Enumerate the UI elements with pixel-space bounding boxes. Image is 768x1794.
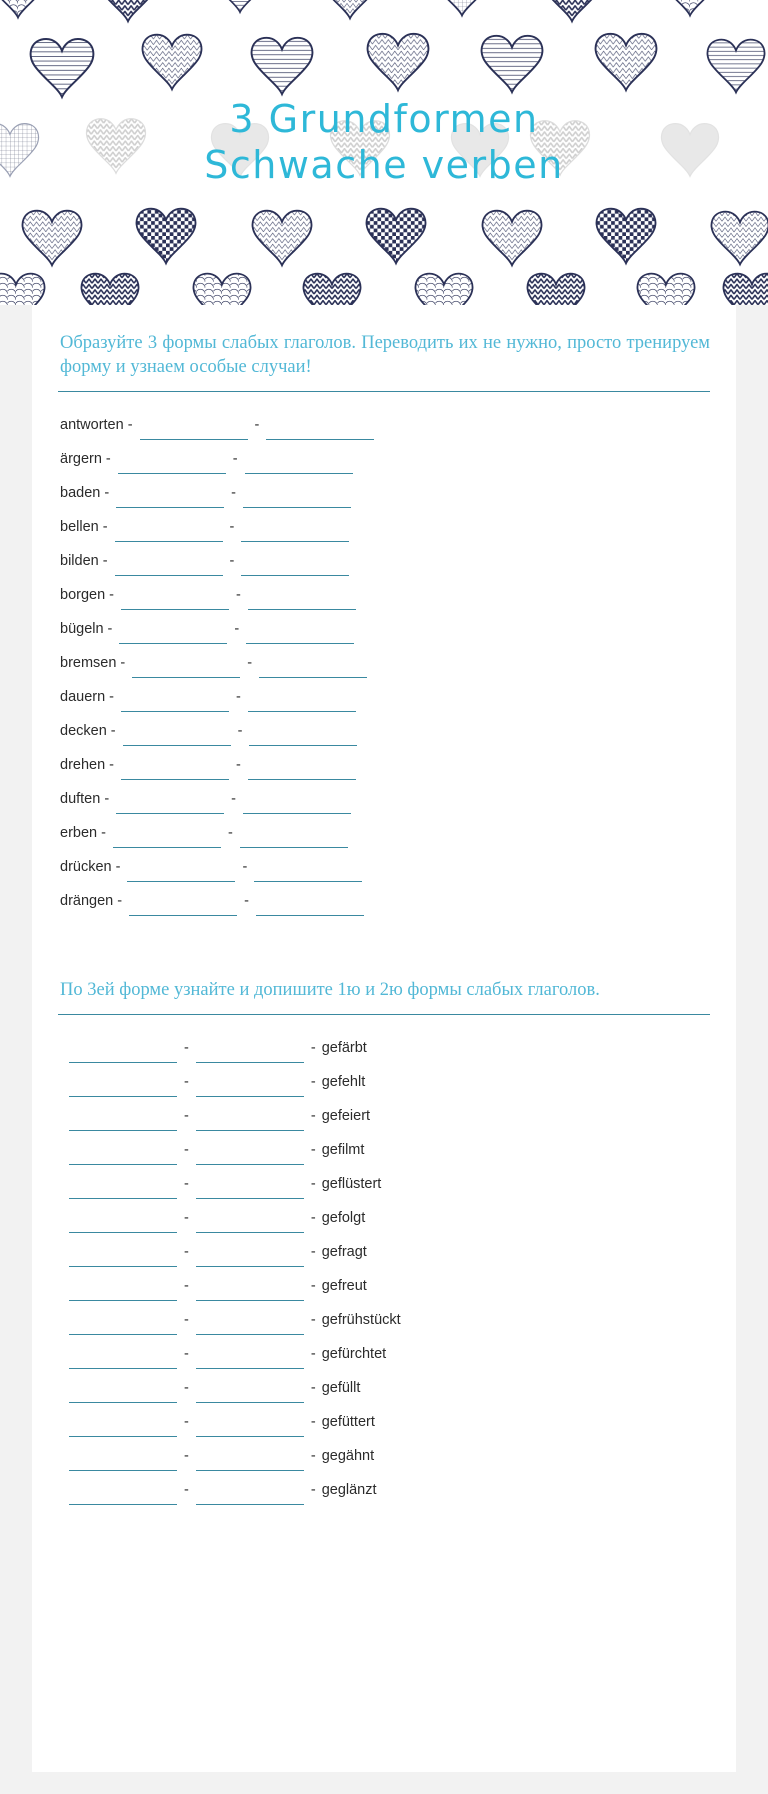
row-separator-dash: - (184, 1278, 189, 1294)
row-separator-dash: - (127, 417, 133, 433)
row-separator-dash: - (104, 485, 110, 501)
verb-row (58, 406, 710, 440)
row-separator-dash: - (184, 1482, 189, 1498)
answer-blank-partizip[interactable] (248, 592, 356, 610)
answer-blank-praeteritum[interactable] (196, 1181, 304, 1199)
row-separator-dash: - (117, 893, 123, 909)
section2-instruction: По 3ей форме узнайте и допишите 1ю и 2ю формы слабых глаголов. (60, 980, 600, 1000)
row-separator-dash: - (184, 1210, 189, 1226)
row-separator-dash: - (310, 1448, 316, 1464)
participle-form: gefüllt (321, 1380, 361, 1396)
verb-row (58, 474, 710, 508)
verb-infinitive: dauern (60, 689, 106, 705)
participle-row (66, 1301, 710, 1335)
answer-blank-infinitiv[interactable] (69, 1113, 177, 1131)
participle-form: gefürchtet (321, 1346, 387, 1362)
row-separator-dash: - (105, 451, 111, 467)
row-separator-dash: - (247, 655, 253, 671)
row-separator-dash: - (310, 1176, 316, 1192)
participle-row (66, 1233, 710, 1267)
answer-blank-partizip[interactable] (266, 422, 374, 440)
verb-row (58, 780, 710, 814)
verb-infinitive: duften (60, 791, 101, 807)
row-separator-dash: - (310, 1142, 316, 1158)
row-separator-dash: - (104, 791, 110, 807)
answer-blank-praeteritum[interactable] (196, 1487, 304, 1505)
section-spacer (58, 916, 710, 978)
answer-blank-partizip[interactable] (241, 558, 349, 576)
answer-blank-praeteritum[interactable] (196, 1317, 304, 1335)
row-separator-dash: - (184, 1040, 189, 1056)
verb-row (58, 508, 710, 542)
row-separator-dash: - (109, 587, 114, 603)
row-separator-dash: - (234, 621, 240, 637)
answer-blank-praeteritum[interactable] (140, 422, 248, 440)
participle-form: gefärbt (321, 1040, 367, 1056)
participle-form: gefehlt (321, 1074, 366, 1090)
participle-row (66, 1131, 710, 1165)
answer-blank-praeteritum[interactable] (127, 864, 235, 882)
section2-divider (58, 1014, 710, 1015)
row-separator-dash: - (115, 859, 121, 875)
participle-form: gefragt (321, 1244, 367, 1260)
answer-blank-praeteritum[interactable] (113, 830, 221, 848)
row-separator-dash: - (310, 1346, 316, 1362)
answer-blank-praeteritum[interactable] (196, 1351, 304, 1369)
answer-blank-partizip[interactable] (248, 762, 356, 780)
verb-row (58, 882, 710, 916)
row-separator-dash: - (236, 587, 241, 603)
answer-blank-infinitiv[interactable] (69, 1385, 177, 1403)
row-separator-dash: - (237, 723, 243, 739)
answer-blank-infinitiv[interactable] (69, 1283, 177, 1301)
answer-blank-infinitiv[interactable] (69, 1079, 177, 1097)
row-separator-dash: - (310, 1414, 316, 1430)
hearts-svg (0, 0, 768, 305)
participle-row (66, 1369, 710, 1403)
answer-blank-praeteritum[interactable] (196, 1419, 304, 1437)
answer-blank-infinitiv[interactable] (69, 1181, 177, 1199)
participle-row (66, 1471, 710, 1505)
answer-blank-infinitiv[interactable] (69, 1147, 177, 1165)
row-separator-dash: - (101, 825, 106, 841)
row-separator-dash: - (184, 1414, 189, 1430)
verb-infinitive: bilden (60, 553, 99, 569)
answer-blank-infinitiv[interactable] (69, 1249, 177, 1267)
answer-blank-praeteritum[interactable] (196, 1113, 304, 1131)
row-separator-dash: - (310, 1312, 316, 1328)
verb-row (58, 542, 710, 576)
section1-instruction: Образуйте 3 формы слабых глаголов. Переводить их не нужно, просто тренируем форму и узнаем особые случаи! (60, 333, 710, 377)
worksheet-sheet (32, 305, 736, 1772)
answer-blank-praeteritum[interactable] (196, 1453, 304, 1471)
verb-row (58, 814, 710, 848)
participle-form: gefolgt (321, 1210, 366, 1226)
verb-infinitive: bellen (60, 519, 99, 535)
participle-row (66, 1267, 710, 1301)
answer-blank-praeteritum[interactable] (119, 626, 227, 644)
answer-blank-praeteritum[interactable] (123, 728, 231, 746)
answer-blank-praeteritum[interactable] (196, 1283, 304, 1301)
verb-infinitive: drücken (60, 859, 112, 875)
participle-form: geglänzt (321, 1482, 377, 1498)
section2-participle-list (58, 1029, 710, 1505)
row-separator-dash: - (229, 519, 235, 535)
row-separator-dash: - (310, 1040, 316, 1056)
answer-blank-partizip[interactable] (249, 728, 357, 746)
answer-blank-praeteritum[interactable] (196, 1045, 304, 1063)
verb-row (58, 644, 710, 678)
participle-form: gefeiert (321, 1108, 371, 1124)
row-separator-dash: - (242, 859, 248, 875)
title-line-1: 3 Grundformen (229, 97, 539, 141)
participle-form: gefrühstückt (321, 1312, 401, 1328)
answer-blank-partizip[interactable] (241, 524, 349, 542)
answer-blank-praeteritum[interactable] (196, 1249, 304, 1267)
row-separator-dash: - (109, 757, 114, 773)
verb-row (58, 712, 710, 746)
answer-blank-praeteritum[interactable] (115, 524, 223, 542)
verb-infinitive: ärgern (60, 451, 102, 467)
verb-infinitive: drehen (60, 757, 106, 773)
answer-blank-partizip[interactable] (245, 456, 353, 474)
answer-blank-partizip[interactable] (240, 830, 348, 848)
verb-row (58, 746, 710, 780)
row-separator-dash: - (310, 1244, 316, 1260)
row-separator-dash: - (231, 791, 237, 807)
row-separator-dash: - (236, 689, 241, 705)
heart-border-decoration (0, 0, 768, 305)
row-separator-dash: - (107, 621, 113, 637)
answer-blank-partizip[interactable] (248, 694, 356, 712)
row-separator-dash: - (310, 1482, 316, 1498)
row-separator-dash: - (184, 1244, 189, 1260)
participle-form: gefilmt (321, 1142, 365, 1158)
answer-blank-praeteritum[interactable] (118, 456, 226, 474)
verb-infinitive: erben (60, 825, 98, 841)
title-line-2: Schwache verben (204, 143, 564, 187)
row-separator-dash: - (310, 1380, 316, 1396)
answer-blank-praeteritum[interactable] (121, 694, 229, 712)
participle-row (66, 1063, 710, 1097)
answer-blank-praeteritum[interactable] (129, 898, 237, 916)
answer-blank-praeteritum[interactable] (196, 1147, 304, 1165)
row-separator-dash: - (310, 1074, 316, 1090)
row-separator-dash: - (109, 689, 114, 705)
row-separator-dash: - (310, 1108, 316, 1124)
verb-infinitive: decken (60, 723, 107, 739)
verb-row (58, 848, 710, 882)
answer-blank-infinitiv[interactable] (69, 1487, 177, 1505)
row-separator-dash: - (236, 757, 241, 773)
answer-blank-infinitiv[interactable] (69, 1453, 177, 1471)
verb-row (58, 610, 710, 644)
row-separator-dash: - (184, 1142, 189, 1158)
participle-row (66, 1403, 710, 1437)
answer-blank-partizip[interactable] (243, 490, 351, 508)
row-separator-dash: - (184, 1176, 189, 1192)
participle-form: gegähnt (321, 1448, 375, 1464)
participle-row (66, 1335, 710, 1369)
section1-verb-list (58, 406, 710, 916)
row-separator-dash: - (184, 1346, 189, 1362)
answer-blank-infinitiv[interactable] (69, 1045, 177, 1063)
row-separator-dash: - (232, 451, 238, 467)
participle-row (66, 1437, 710, 1471)
answer-blank-infinitiv[interactable] (69, 1215, 177, 1233)
answer-blank-praeteritum[interactable] (115, 558, 223, 576)
answer-blank-partizip[interactable] (259, 660, 367, 678)
row-separator-dash: - (244, 893, 249, 909)
row-separator-dash: - (184, 1312, 189, 1328)
answer-blank-praeteritum[interactable] (196, 1215, 304, 1233)
verb-row (58, 576, 710, 610)
answer-blank-infinitiv[interactable] (69, 1317, 177, 1335)
answer-blank-partizip[interactable] (254, 864, 362, 882)
row-separator-dash: - (120, 655, 126, 671)
participle-form: gefreut (321, 1278, 367, 1294)
participle-row (66, 1199, 710, 1233)
verb-infinitive: bremsen (60, 655, 117, 671)
row-separator-dash: - (310, 1210, 316, 1226)
row-separator-dash: - (184, 1074, 189, 1090)
row-separator-dash: - (310, 1278, 316, 1294)
verb-infinitive: bügeln (60, 621, 104, 637)
participle-row (66, 1097, 710, 1131)
answer-blank-praeteritum[interactable] (196, 1079, 304, 1097)
section1-divider (58, 391, 710, 392)
row-separator-dash: - (184, 1448, 189, 1464)
row-separator-dash: - (227, 825, 233, 841)
verb-infinitive: baden (60, 485, 101, 501)
row-separator-dash: - (229, 553, 235, 569)
row-separator-dash: - (254, 417, 260, 433)
row-separator-dash: - (102, 519, 108, 535)
participle-row (66, 1165, 710, 1199)
answer-blank-praeteritum[interactable] (116, 490, 224, 508)
verb-row (58, 440, 710, 474)
answer-blank-infinitiv[interactable] (69, 1351, 177, 1369)
verb-infinitive: antworten (60, 417, 124, 433)
row-separator-dash: - (110, 723, 116, 739)
participle-row (66, 1029, 710, 1063)
answer-blank-praeteritum[interactable] (116, 796, 224, 814)
participle-form: gefüttert (321, 1414, 375, 1430)
verb-row (58, 678, 710, 712)
answer-blank-praeteritum[interactable] (132, 660, 240, 678)
answer-blank-partizip[interactable] (243, 796, 351, 814)
answer-blank-partizip[interactable] (246, 626, 354, 644)
row-separator-dash: - (231, 485, 237, 501)
participle-form: geflüstert (321, 1176, 382, 1192)
answer-blank-praeteritum[interactable] (196, 1385, 304, 1403)
answer-blank-partizip[interactable] (256, 898, 364, 916)
row-separator-dash: - (102, 553, 108, 569)
verb-infinitive: drängen (60, 893, 114, 909)
answer-blank-praeteritum[interactable] (121, 762, 229, 780)
row-separator-dash: - (184, 1108, 189, 1124)
row-separator-dash: - (184, 1380, 189, 1396)
answer-blank-praeteritum[interactable] (121, 592, 229, 610)
verb-infinitive: borgen (60, 587, 106, 603)
answer-blank-infinitiv[interactable] (69, 1419, 177, 1437)
